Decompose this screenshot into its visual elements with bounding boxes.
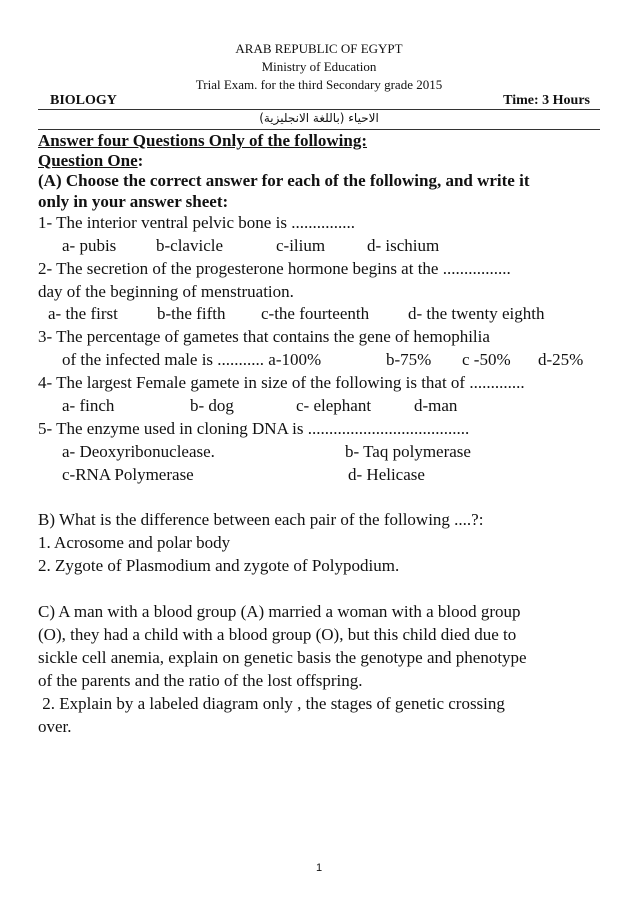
header-country: ARAB REPUBLIC OF EGYPT <box>235 41 403 56</box>
mcq-4-question: 4- The largest Female gamete in size of the following is that of ............. <box>38 373 525 392</box>
mcq-5-option-d: d- Helicase <box>348 465 425 484</box>
instructions: Answer four Questions Only of the following: <box>38 131 368 150</box>
header-arabic-subject: الاحياء (باللغة الانجليزية) <box>259 111 379 125</box>
mcq-1-option-c: c-ilium <box>276 236 326 255</box>
mcq-2-option-c: c-the fourteenth <box>261 304 370 323</box>
part-a-line1: (A) Choose the correct answer for each of the following, and write it <box>38 171 530 190</box>
header-time: Time: 3 Hours <box>503 93 590 108</box>
mcq-5-question: 5- The enzyme used in cloning DNA is ...................................... <box>38 419 470 438</box>
mcq-2-question-cont: day of the beginning of menstruation. <box>38 282 294 301</box>
mcq-3-question: 3- The percentage of gametes that contains the gene of hemophilia <box>38 327 490 346</box>
mcq-3-option-b: b-75% <box>386 350 432 369</box>
header-rule-top <box>38 109 600 110</box>
mcq-1-option-b: b-clavicle <box>156 236 224 255</box>
part-c-line-2: (O), they had a child with a blood group (O), but this child died due to <box>38 625 517 644</box>
mcq-1-question: 1- The interior ventral pelvic bone is ............... <box>38 213 355 232</box>
question-one-title <box>38 151 143 171</box>
part-c-line-3: sickle cell anemia, explain on genetic basis the genotype and phenotype <box>38 648 527 667</box>
part-c-item2-line-2: over. <box>38 717 72 736</box>
header-subject: BIOLOGY <box>50 93 117 108</box>
mcq-4-option-a: a- finch <box>62 396 115 415</box>
mcq-5-option-b: b- Taq polymerase <box>345 442 471 461</box>
part-c-line-1: C) A man with a blood group (A) married a woman with a blood group <box>38 602 521 621</box>
mcq-3-question-cont: of the infected male is ........... a-100% <box>62 350 322 369</box>
page-number: 1 <box>315 862 323 874</box>
mcq-5-option-c: c-RNA Polymerase <box>62 465 194 484</box>
question-one-colon: : <box>137 151 144 170</box>
mcq-2-question: 2- The secretion of the progesterone hormone begins at the ................ <box>38 259 511 278</box>
header-ministry: Ministry of Education <box>261 59 377 74</box>
part-b-item-1: 1. Acrosome and polar body <box>38 533 231 552</box>
header-rule-bottom <box>38 129 600 130</box>
mcq-2-option-a: a- the first <box>48 304 118 323</box>
mcq-3-option-d: d-25% <box>538 350 584 369</box>
part-a-line2: only in your answer sheet: <box>38 192 229 211</box>
mcq-2-option-b: b-the fifth <box>157 304 226 323</box>
mcq-4-option-c: c- elephant <box>296 396 372 415</box>
mcq-2-option-d: d- the twenty eighth <box>408 304 545 323</box>
mcq-4-option-d: d-man <box>414 396 458 415</box>
mcq-1-option-d: d- ischium <box>367 236 440 255</box>
part-b-prompt: B) What is the difference between each pair of the following ....?: <box>38 510 484 529</box>
part-b-item-2: 2. Zygote of Plasmodium and zygote of Polypodium. <box>38 556 400 575</box>
mcq-3-option-c: c -50% <box>462 350 511 369</box>
question-one-label: Question One <box>38 151 138 170</box>
part-c-item2-line-1: 2. Explain by a labeled diagram only , the stages of genetic crossing <box>38 694 505 713</box>
mcq-5-option-a: a- Deoxyribonuclease. <box>62 442 215 461</box>
mcq-4-option-b: b- dog <box>190 396 234 415</box>
header-exam-title: Trial Exam. for the third Secondary grade 2015 <box>195 77 443 92</box>
part-c-line-4: of the parents and the ratio of the lost offspring. <box>38 671 363 690</box>
mcq-1-option-a: a- pubis <box>62 236 117 255</box>
